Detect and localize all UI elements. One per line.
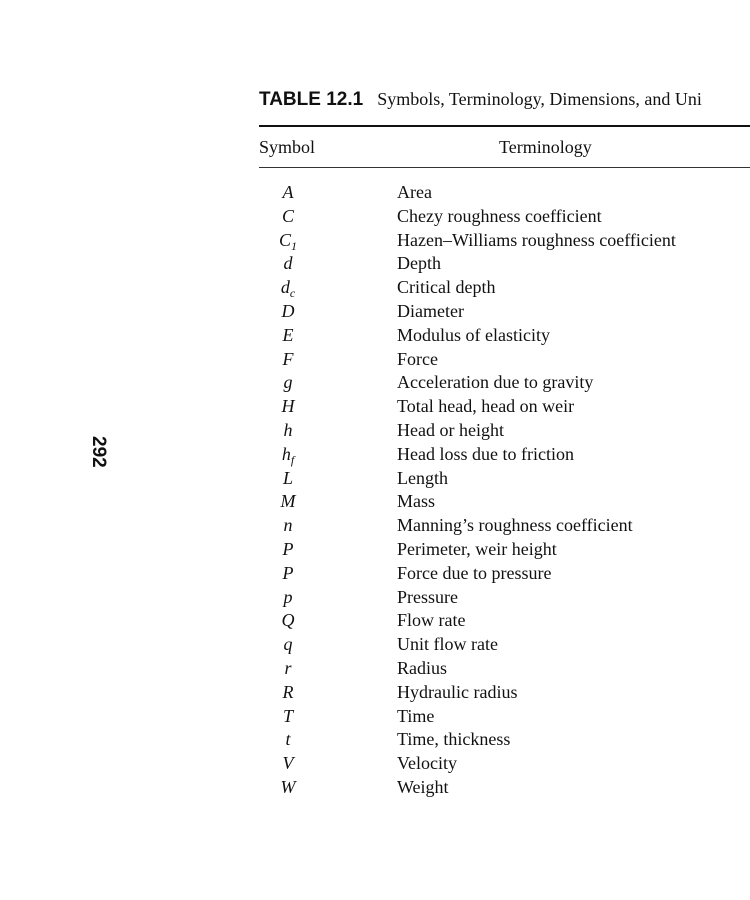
symbol-letter: M	[280, 491, 296, 512]
terminology-cell: Hydraulic radius	[397, 681, 518, 702]
table-row	[259, 657, 750, 681]
symbol-letter: C	[278, 229, 291, 250]
symbol-letter: r	[284, 657, 292, 678]
table-row	[259, 752, 750, 776]
symbol-cell	[259, 657, 317, 681]
terminology-cell: Unit flow rate	[397, 634, 498, 655]
table-label: TABLE 12.1	[259, 89, 364, 110]
table-row	[259, 609, 750, 633]
table-body	[259, 181, 750, 800]
table-row	[259, 728, 750, 752]
symbol-cell	[259, 419, 317, 443]
table-header-rule	[259, 167, 750, 168]
symbol-cell	[259, 252, 317, 276]
table-row	[259, 681, 750, 705]
terminology-cell: Velocity	[397, 753, 457, 774]
symbol-subscript: 1	[291, 238, 297, 253]
symbol-letter: P	[282, 562, 294, 583]
symbol-cell	[259, 348, 317, 372]
terminology-cell: Acceleration due to gravity	[397, 372, 594, 393]
symbol-letter: P	[282, 538, 294, 559]
symbol-letter: C	[281, 205, 294, 226]
table-row	[259, 324, 750, 348]
table-row	[259, 562, 750, 586]
symbol-cell	[259, 443, 317, 467]
symbol-letter: A	[282, 182, 294, 202]
column-header-terminology: Terminology	[499, 137, 592, 157]
terminology-cell: Diameter	[397, 300, 464, 321]
symbol-subscript: c	[289, 286, 296, 301]
symbol-letter: q	[283, 634, 293, 655]
symbol-cell	[259, 705, 317, 729]
symbol-cell	[259, 752, 317, 776]
table-row	[259, 514, 750, 538]
symbol-cell	[259, 514, 317, 538]
table-row	[259, 276, 750, 300]
page-number: 292	[88, 436, 109, 468]
symbol-letter: L	[282, 467, 293, 488]
symbol-letter: d	[280, 277, 290, 298]
table-caption	[259, 84, 750, 114]
table-title: Symbols, Terminology, Dimensions, and Uni	[377, 89, 702, 109]
symbol-cell	[259, 633, 317, 657]
terminology-cell: Time	[397, 705, 435, 726]
table-row	[259, 776, 750, 800]
terminology-cell: Flow rate	[397, 610, 466, 631]
terminology-cell: Time, thickness	[397, 729, 511, 750]
table-row	[259, 252, 750, 276]
symbol-cell	[259, 324, 317, 348]
symbol-cell	[259, 229, 317, 253]
symbol-cell	[259, 609, 317, 633]
symbol-letter: n	[283, 515, 293, 536]
terminology-cell: Depth	[397, 253, 441, 274]
symbol-letter: Q	[281, 610, 295, 631]
table-row	[259, 538, 750, 562]
symbol-cell	[259, 300, 317, 324]
terminology-cell: Length	[397, 467, 448, 488]
symbol-letter: V	[282, 753, 294, 774]
symbol-cell	[259, 681, 317, 705]
symbol-letter: W	[280, 776, 296, 797]
table-row	[259, 395, 750, 419]
table-row	[259, 467, 750, 491]
table-header-row	[259, 127, 750, 167]
table-row	[259, 348, 750, 372]
symbol-cell	[259, 490, 317, 514]
table-row	[259, 633, 750, 657]
symbol-cell	[259, 586, 317, 610]
symbol-subscript: f	[290, 452, 295, 467]
symbol-cell	[259, 467, 317, 491]
table-row	[259, 181, 750, 205]
table-row	[259, 419, 750, 443]
symbol-cell	[259, 395, 317, 419]
symbol-letter: g	[283, 372, 293, 393]
terminology-cell: Chezy roughness coefficient	[397, 205, 602, 226]
table-row	[259, 705, 750, 729]
column-header-symbol: Symbol	[259, 137, 316, 157]
table-row	[259, 205, 750, 229]
terminology-cell: Mass	[397, 491, 436, 512]
symbol-cell	[259, 776, 317, 800]
symbol-cell	[259, 371, 317, 395]
symbol-letter: D	[281, 300, 295, 321]
symbol-letter: T	[282, 705, 293, 726]
terminology-cell: Pressure	[397, 586, 458, 607]
symbol-letter: H	[281, 396, 295, 417]
terminology-cell: Force	[397, 348, 438, 369]
symbol-letter: R	[282, 681, 294, 702]
symbol-letter: F	[282, 348, 294, 369]
table-row	[259, 490, 750, 514]
symbol-cell	[259, 276, 317, 300]
terminology-cell: Modulus of elasticity	[397, 324, 550, 345]
terminology-cell: Force due to pressure	[397, 562, 552, 583]
symbol-cell	[259, 538, 317, 562]
symbols-table	[259, 84, 750, 800]
terminology-cell: Critical depth	[397, 277, 496, 298]
symbol-cell	[259, 205, 317, 229]
symbol-letter: h	[281, 443, 291, 464]
terminology-cell: Perimeter, weir height	[397, 538, 557, 559]
symbol-letter: d	[283, 253, 293, 274]
symbol-letter: E	[282, 324, 294, 345]
table-row	[259, 371, 750, 395]
terminology-cell: Radius	[397, 657, 448, 678]
terminology-cell: Manning’s roughness coefficient	[397, 515, 633, 536]
terminology-cell: Total head, head on weir	[397, 396, 575, 417]
symbol-letter: h	[283, 419, 293, 440]
terminology-cell: Weight	[397, 776, 449, 797]
symbol-letter: t	[285, 729, 291, 750]
terminology-cell: Area	[397, 182, 432, 202]
terminology-cell: Head or height	[397, 419, 504, 440]
table-row	[259, 586, 750, 610]
terminology-cell: Head loss due to friction	[397, 443, 574, 464]
table-row	[259, 443, 750, 467]
terminology-cell: Hazen–Williams roughness coefficient	[397, 229, 676, 250]
symbol-cell	[259, 562, 317, 586]
symbol-cell	[259, 181, 317, 205]
symbol-cell	[259, 728, 317, 752]
table-row	[259, 229, 750, 253]
symbol-letter: p	[283, 586, 293, 607]
table-row	[259, 300, 750, 324]
